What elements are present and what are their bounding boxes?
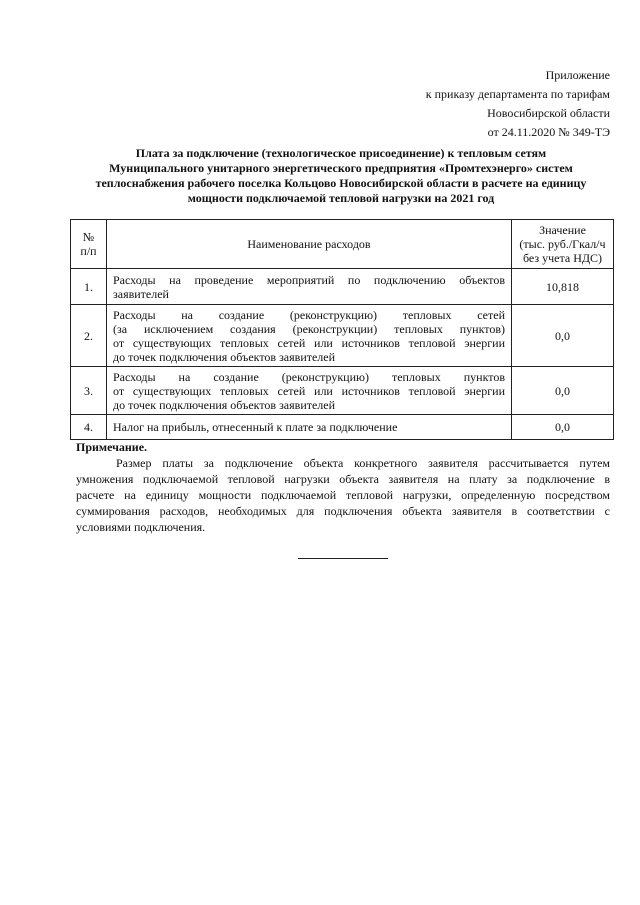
title-line: теплоснабжения рабочего поселка Кольцово Новосибирской области в расчете на единицу bbox=[95, 176, 587, 190]
row-value: 0,0 bbox=[512, 367, 614, 415]
title-line: Муниципального унитарного энергетического предприятия «Промтехэнерго» систем bbox=[109, 161, 573, 175]
header-value-line: (тыс. руб./Гкал/ч bbox=[519, 237, 606, 251]
row-number: 1. bbox=[71, 269, 107, 305]
appendix-line: Приложение bbox=[545, 68, 610, 82]
note-title: Примечание. bbox=[76, 440, 148, 454]
appendix-line: Новосибирской области bbox=[487, 106, 610, 120]
description-line: до точек подключения объектов заявителей bbox=[113, 397, 336, 412]
header-number bbox=[71, 220, 107, 269]
header-number-line: № bbox=[82, 230, 95, 244]
description-line: от существующих тепловых сетей или источников тепловой энергии bbox=[113, 383, 505, 398]
row-description bbox=[107, 305, 512, 367]
table-row bbox=[71, 305, 614, 367]
note-line: условиями подключения. bbox=[76, 520, 206, 534]
table-row bbox=[71, 269, 614, 305]
row-value: 10,818 bbox=[512, 269, 614, 305]
row-description bbox=[107, 367, 512, 415]
table-row bbox=[71, 367, 614, 415]
row-value: 0,0 bbox=[512, 305, 614, 367]
row-description bbox=[107, 415, 512, 440]
row-number: 4. bbox=[71, 415, 107, 440]
costs-table bbox=[70, 219, 614, 440]
row-number: 2. bbox=[71, 305, 107, 367]
header-value bbox=[512, 220, 614, 269]
row-number: 3. bbox=[71, 367, 107, 415]
closing-rule bbox=[298, 558, 388, 559]
title-line: Плата за подключение (технологическое присоединение) к тепловым сетям bbox=[135, 146, 547, 160]
description-line: (за исключением создания (реконструкции) тепловых пунктов) bbox=[113, 321, 505, 336]
row-value: 0,0 bbox=[512, 415, 614, 440]
header-number-line: п/п bbox=[80, 244, 97, 258]
appendix-line: к приказу департамента по тарифам bbox=[425, 87, 610, 101]
note-line: Размер платы за подключение объекта конкретного заявителя рассчитывается путем bbox=[116, 456, 610, 470]
note-line: расчете на единицу мощности подключаемой тепловой нагрузки, определенную посредством bbox=[76, 488, 610, 502]
note-text bbox=[76, 455, 610, 535]
description-line: Расходы на создание (реконструкцию) тепловых сетей bbox=[113, 307, 505, 322]
description-line: Расходы на проведение мероприятий по подключению объектов bbox=[113, 272, 505, 287]
table-row bbox=[71, 415, 614, 440]
row-description bbox=[107, 269, 512, 305]
appendix-line: от 24.11.2020 № 349-ТЭ bbox=[487, 125, 610, 139]
document-title bbox=[68, 146, 614, 206]
note-line: умножения подключаемой тепловой нагрузки объекта заявителя на плату за подключение в bbox=[76, 472, 610, 486]
note-line: суммирования расходов, необходимых для подключения объекта заявителя в соответствии с bbox=[76, 504, 610, 518]
header-name: Наименование расходов bbox=[107, 220, 512, 269]
description-line: заявителей bbox=[113, 286, 169, 301]
header-value-line: без учета НДС) bbox=[522, 251, 603, 265]
description-line: Налог на прибыль, отнесенный к плате за подключение bbox=[113, 420, 398, 434]
description-line: от существующих тепловых сетей или источников тепловой энергии bbox=[113, 335, 505, 350]
table-header-row bbox=[71, 220, 614, 269]
title-line: мощности подключаемой тепловой нагрузки на 2021 год bbox=[187, 191, 495, 205]
header-value-line: Значение bbox=[539, 223, 586, 237]
description-line: Расходы на создание (реконструкцию) тепловых пунктов bbox=[113, 369, 505, 384]
appendix-reference bbox=[426, 66, 610, 142]
description-line: до точек подключения объектов заявителей bbox=[113, 349, 336, 364]
